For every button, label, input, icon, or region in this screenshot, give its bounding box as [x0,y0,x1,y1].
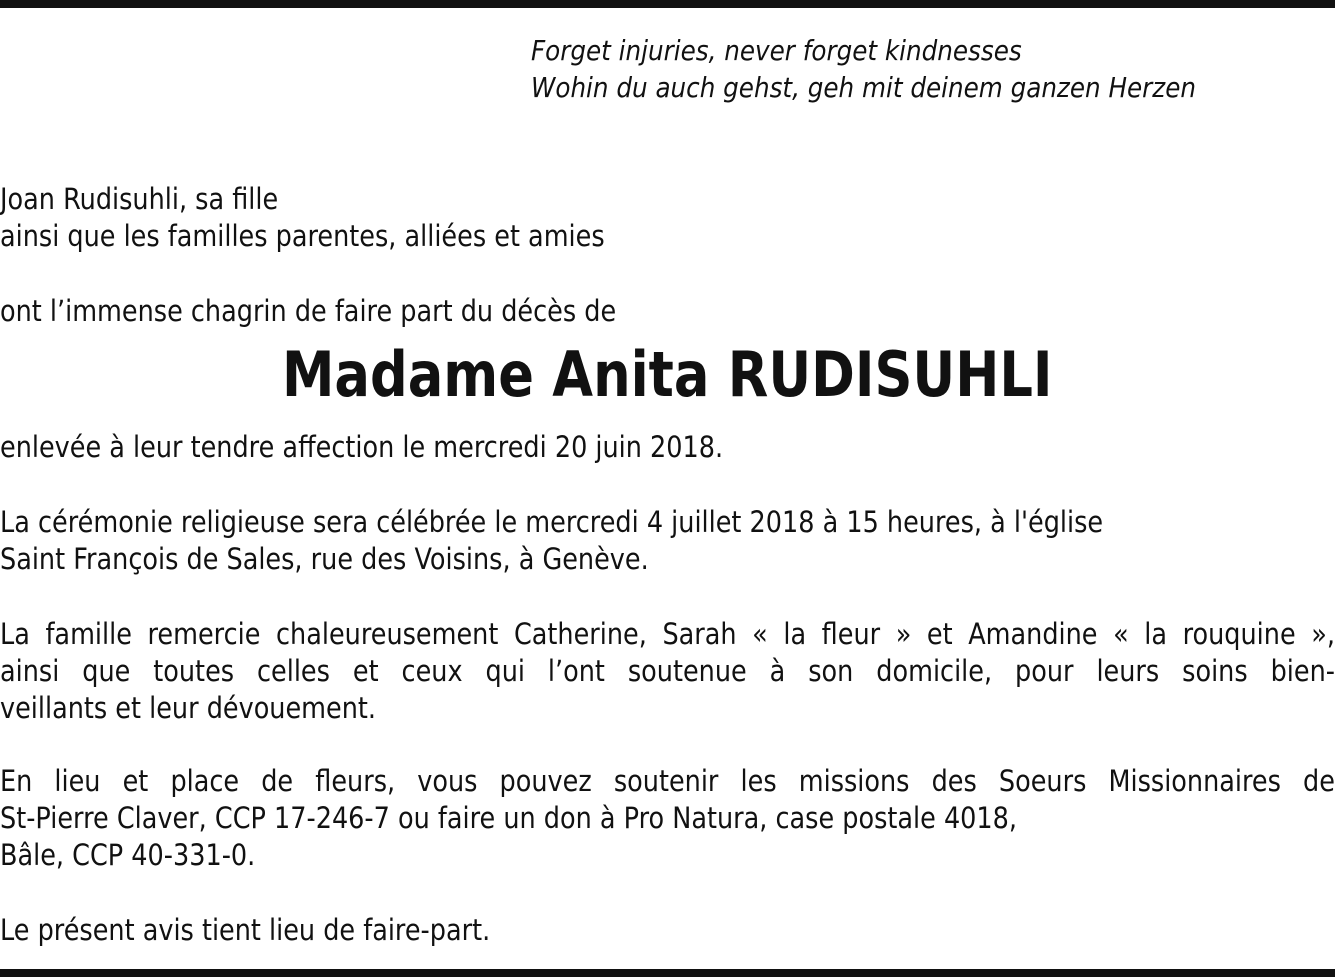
closing-note [0,912,490,949]
donations-line-2: St-Pierre Claver, CCP 17-246-7 ou faire un don à Pro Natura, case postale 4018, [0,801,1018,835]
death-date-text [0,429,723,466]
thanks-line-3: veillants et leur dévouement. [0,691,377,725]
family-block [0,181,605,255]
epigraph-line-english: Forget injuries, never forget kindnesses [531,34,1022,67]
deceased-name-heading [0,338,1335,412]
thanks-paragraph [0,616,1335,727]
bottom-border-rule [0,969,1335,977]
epigraph-line-german: Wohin du auch gehst, geh mit deinem ganzen Herzen [531,71,1197,104]
ceremony-line-1: La cérémonie religieuse sera célébrée le mercredi 4 juillet 2018 à 15 heures, à l'église [0,505,1104,539]
thanks-line-1: La famille remercie chaleureusement Catherine, Sarah « la fleur » et Amandine « la rouquine », [0,617,1335,651]
donations-line-3: Bâle, CCP 40-331-0. [0,838,256,872]
ceremony-line-2: Saint François de Sales, rue des Voisins, à Genève. [0,542,649,576]
epigraph [531,32,1196,106]
family-line-relatives: ainsi que les familles parentes, alliées et amies [0,219,605,253]
announcement-line: ont l’immense chagrin de faire part du décès de [0,294,617,328]
family-line-daughter: Joan Rudisuhli, sa fille [0,182,279,216]
donations-paragraph [0,763,1335,874]
thanks-line-2: ainsi que toutes celles et ceux qui l’ont soutenue à son domicile, pour leurs soins bien- [0,654,1335,688]
closing-line: Le présent avis tient lieu de faire-part. [0,913,491,947]
announcement-text [0,293,616,330]
donations-line-1: En lieu et place de fleurs, vous pouvez soutenir les missions des Soeurs Missionnaires de [0,764,1335,798]
top-border-rule [0,0,1335,8]
deceased-name: Madame Anita RUDISUHLI [282,338,1053,411]
death-date-line: enlevée à leur tendre affection le mercredi 20 juin 2018. [0,430,724,464]
ceremony-paragraph [0,504,1103,578]
